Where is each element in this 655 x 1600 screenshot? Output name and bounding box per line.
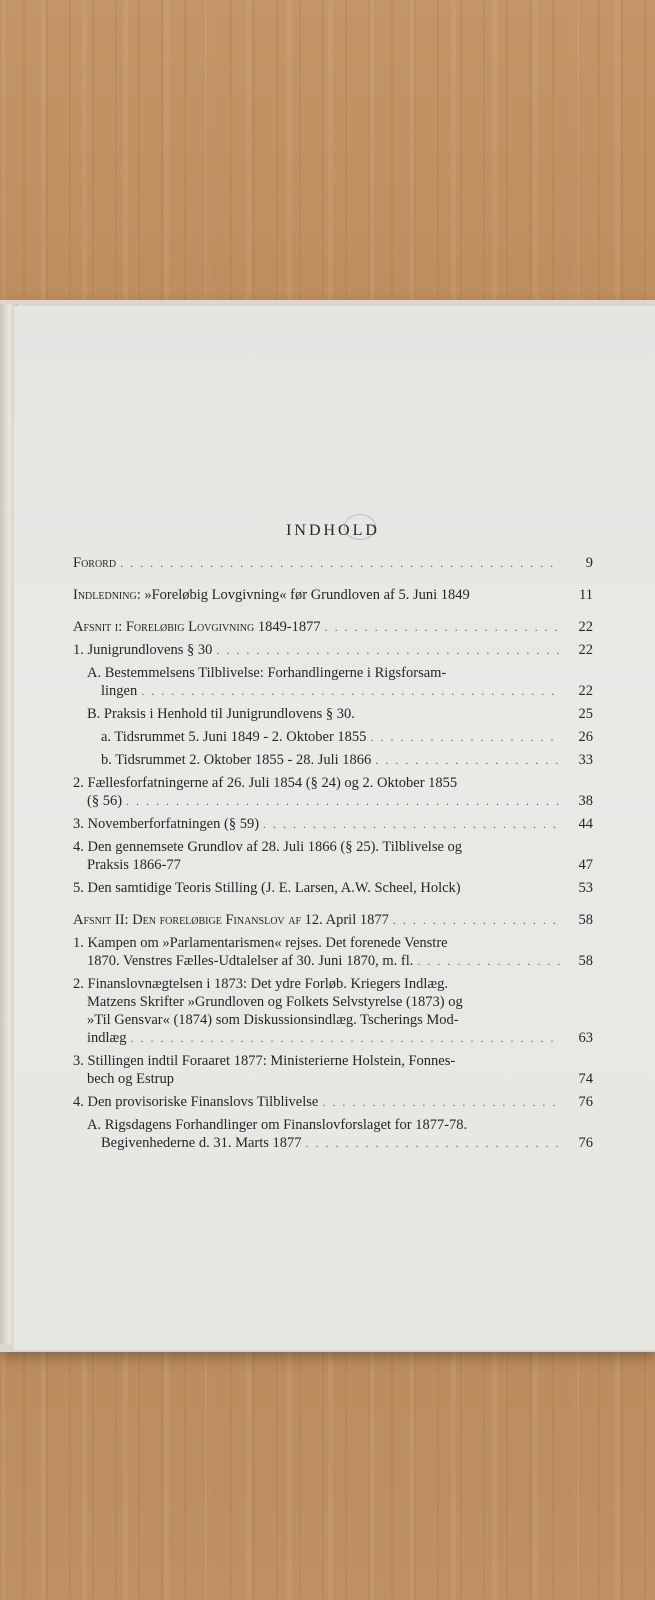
toc-entry-3 [73, 815, 593, 833]
toc-label: A. Bestemmelsens Tilblivelse: Forhandlingerne i Rigsforsam- [87, 665, 447, 681]
toc-label-cont: 1870. Venstres Fælles-Udtalelser af 30. Juni 1870, m. fl. [87, 953, 414, 969]
toc-label-cont: indlæg [87, 1030, 127, 1046]
toc-label-caps: Indledning: [73, 587, 141, 603]
toc-entry-ii-1 [73, 934, 593, 970]
leader-dots [325, 618, 561, 636]
toc-label: 1849-1877 [254, 619, 321, 635]
toc-page: 25 [578, 706, 593, 722]
toc-page: 74 [578, 1071, 593, 1087]
toc-label-cont: »Til Gensvar« (1874) som Diskussionsindlæg. Tscherings Mod- [87, 1012, 459, 1028]
toc-label: 3. Stillingen indtil Foraaret 1877: Ministerierne Holstein, Fonnes- [73, 1053, 456, 1069]
toc-heading: INDHOLD [286, 522, 380, 539]
leader-dots [322, 1093, 561, 1111]
toc-label: 5. Den samtidige Teoris Stilling (J. E. Larsen, A.W. Scheel, Holck) [73, 880, 461, 896]
toc-page: 76 [578, 1135, 593, 1151]
leader-dots [417, 952, 561, 970]
toc-label-cont: bech og Estrup [87, 1071, 174, 1087]
toc-label-cont: Matzens Skrifter »Grundloven og Folkets Selvstyrelse (1873) og [87, 994, 463, 1010]
toc-label: 3. Novemberforfatningen (§ 59) [73, 816, 260, 832]
toc-page: 76 [578, 1094, 593, 1110]
toc-label-caps: Afsnit II: Den foreløbige Finanslov af [73, 912, 302, 928]
toc-entry-ii-3 [73, 1052, 593, 1088]
toc-entry-1b-a [73, 728, 593, 746]
leader-dots [393, 911, 561, 929]
toc-entry-1a [73, 664, 593, 700]
toc-page: 33 [578, 752, 593, 768]
toc-label: Forord [73, 555, 117, 571]
toc-entry-ii-4 [73, 1093, 593, 1111]
toc-page: 63 [578, 1030, 593, 1046]
table-of-contents [73, 522, 593, 1157]
leader-dots [141, 682, 561, 700]
toc-label: 1. Kampen om »Parlamentarismen« rejses. Det forenede Venstre [73, 935, 448, 951]
toc-entry-1b-b [73, 751, 593, 769]
leader-dots [263, 815, 561, 833]
toc-entry-1b [73, 705, 593, 723]
toc-entry-afsnit-1 [73, 618, 593, 636]
toc-label-cont: Praksis 1866-77 [87, 857, 181, 873]
toc-page: 38 [578, 793, 593, 809]
leader-dots [306, 1134, 561, 1152]
leader-dots [375, 751, 561, 769]
toc-label: b. Tidsrummet 2. Oktober 1855 - 28. Juli 1866 [101, 752, 372, 768]
toc-page: 58 [578, 912, 593, 928]
toc-page: 53 [578, 880, 593, 896]
toc-entry-5 [73, 879, 593, 897]
toc-label: 4. Den provisoriske Finanslovs Tilblivelse [73, 1094, 319, 1110]
toc-page: 47 [578, 857, 593, 873]
leader-dots [120, 554, 561, 572]
toc-page: 58 [578, 953, 593, 969]
toc-label-cont: Begivenhederne d. 31. Marts 1877 [101, 1135, 302, 1151]
leader-dots [126, 792, 561, 810]
toc-label: 2. Fællesforfatningerne af 26. Juli 1854 (§ 24) og 2. Oktober 1855 [73, 775, 458, 791]
toc-entry-1 [73, 641, 593, 659]
toc-label: A. Rigsdagens Forhandlinger om Finanslovforslaget for 1877-78. [87, 1117, 468, 1133]
toc-entry-4 [73, 838, 593, 874]
toc-page: 22 [578, 683, 593, 699]
toc-label: B. Praksis i Henhold til Junigrundlovens § 30. [87, 706, 355, 722]
toc-entry-2 [73, 774, 593, 810]
toc-label: 2. Finanslovnægtelsen i 1873: Det ydre Forløb. Kriegers Indlæg. [73, 976, 448, 992]
toc-page: 9 [585, 555, 593, 571]
toc-label: 4. Den gennemsete Grundlov af 28. Juli 1866 (§ 25). Tilblivelse og [73, 839, 463, 855]
toc-label-caps: Afsnit i: Foreløbig Lovgivning [73, 619, 255, 635]
toc-page: 26 [578, 729, 593, 745]
toc-label: a. Tidsrummet 5. Juni 1849 - 2. Oktober 1855 [101, 729, 367, 745]
toc-label: 12. April 1877 [301, 912, 389, 928]
toc-label: 1. Junigrundlovens § 30 [73, 642, 213, 658]
toc-page: 11 [579, 587, 593, 603]
toc-page: 44 [578, 816, 593, 832]
toc-entry-ii-4a [73, 1116, 593, 1152]
toc-label-cont: lingen [101, 683, 138, 699]
toc-label: »Foreløbig Lovgivning« før Grundloven af 5. Juni 1849 [140, 587, 470, 603]
leader-dots [216, 641, 561, 659]
toc-page: 22 [578, 619, 593, 635]
toc-page: 22 [578, 642, 593, 658]
leader-dots [370, 728, 561, 746]
leader-dots [130, 1029, 561, 1047]
toc-label-cont: (§ 56) [87, 793, 123, 809]
toc-entry-afsnit-2 [73, 911, 593, 929]
toc-entry-forord [73, 554, 593, 572]
toc-entry-indledning [73, 586, 593, 604]
toc-entry-ii-2 [73, 975, 593, 1047]
